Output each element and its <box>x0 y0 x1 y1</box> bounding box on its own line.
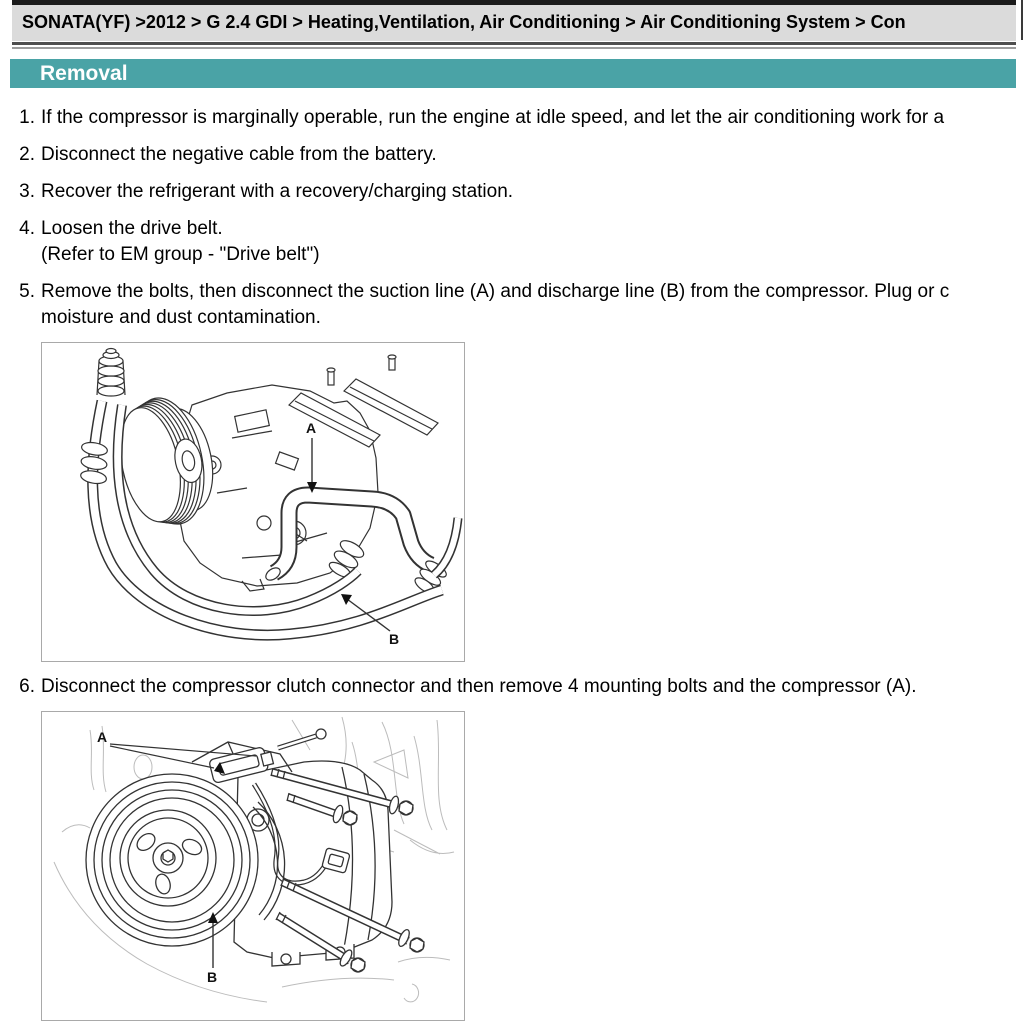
step-text: Remove the bolts, then disconnect the suction line (A) and discharge line (B) from the compressor. Plug or c <box>41 281 950 302</box>
step-text: If the compressor is marginally operable, run the engine at idle speed, and let the air conditioning work for a <box>41 107 945 128</box>
compressor-bolts-illustration <box>42 712 464 1020</box>
step-number: 3. <box>19 181 35 202</box>
step-text: Disconnect the negative cable from the battery. <box>41 144 437 165</box>
divider-light <box>12 47 1016 49</box>
breadcrumb: SONATA(YF) >2012 > G 2.4 GDI > Heating,Ventilation, Air Conditioning > Air Conditioning System > Con <box>12 0 1016 41</box>
label-b-arrowhead <box>341 594 352 605</box>
window-edge <box>1021 0 1023 40</box>
step-number: 2. <box>19 144 35 165</box>
figure-suction-discharge <box>41 342 465 662</box>
step-text: Recover the refrigerant with a recovery/charging station. <box>41 181 514 202</box>
label-b: B <box>207 969 218 985</box>
step-number: 5. <box>19 281 35 302</box>
procedure-steps <box>0 105 1024 1021</box>
step-number: 6. <box>19 676 35 697</box>
breadcrumb-bar <box>12 0 1016 41</box>
step-text: Disconnect the compressor clutch connector and then remove 4 mounting bolts and the compressor (A). <box>41 676 917 697</box>
step-text: moisture and dust contamination. <box>41 307 321 328</box>
figure-compressor-bolts <box>41 711 465 1021</box>
step-5 <box>0 279 1024 331</box>
step-2 <box>0 142 1024 168</box>
label-b: B <box>389 631 400 647</box>
step-6 <box>0 674 1024 700</box>
step-3 <box>0 179 1024 205</box>
step-number: 1. <box>19 107 35 128</box>
step-number: 4. <box>19 218 35 239</box>
step-text: (Refer to EM group - "Drive belt") <box>41 244 320 265</box>
section-header <box>10 59 1016 88</box>
suction-discharge-illustration <box>42 343 464 661</box>
label-a: A <box>97 729 108 745</box>
step-text: Loosen the drive belt. <box>41 218 223 239</box>
step-1 <box>0 105 1024 131</box>
section-title: Removal <box>40 62 128 85</box>
step-4 <box>0 216 1024 268</box>
label-a: A <box>306 420 317 436</box>
discharge-hose-right <box>434 518 458 575</box>
